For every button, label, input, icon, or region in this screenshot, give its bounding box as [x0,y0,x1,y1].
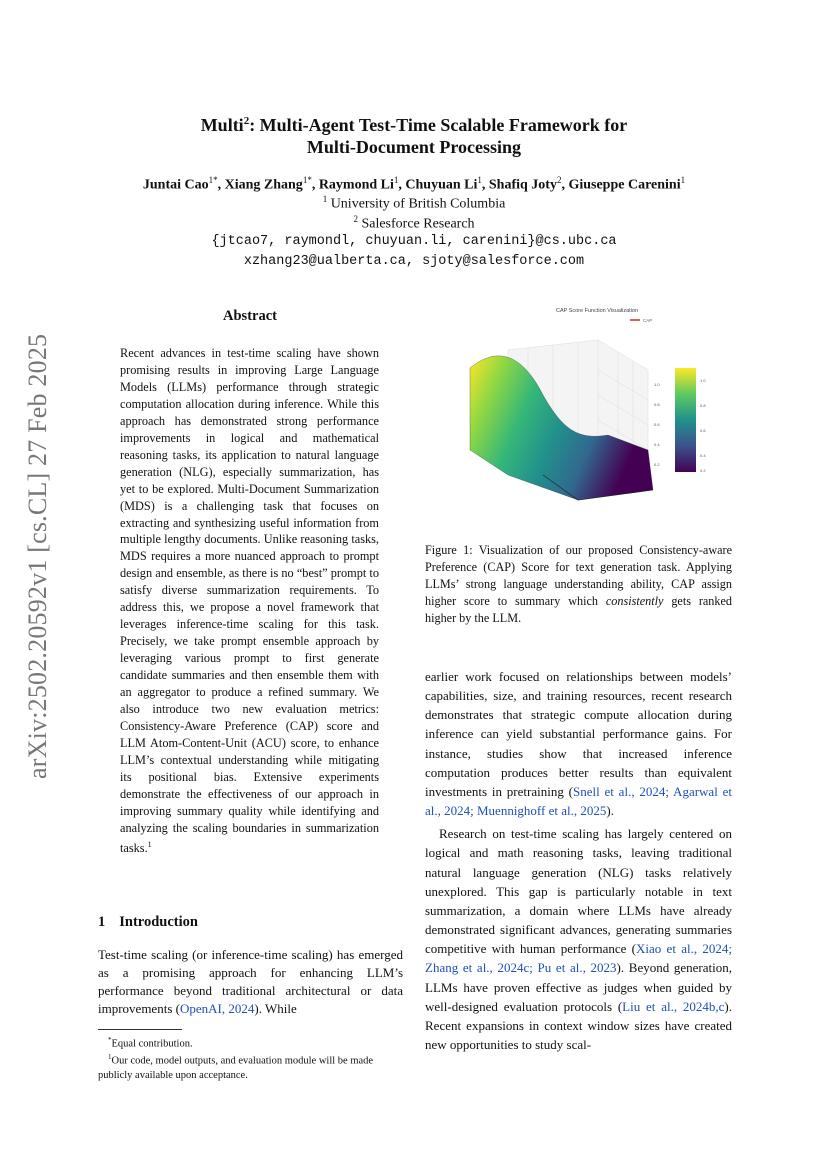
cap-surface-plot [468,300,718,525]
svg-text:0.2: 0.2 [700,468,706,473]
title-superscript: 2 [243,115,250,127]
footnote-mark: * [108,1036,112,1044]
paragraph-text: Research on test-time scaling has largely centered on logical and math reasoning tasks, leaving traditional natural language generation (NLG) tasks relatively unexplored. This gap is particularly notable in text summarization, a domain where LLMs have already demonstrated significant advances, generating summaries competitive with human performance ( [425,826,732,957]
footnote-text: Our code, model outputs, and evaluation module will be made publicly available upon acceptance. [98,1055,374,1081]
figure-caption [425,542,732,627]
intro-text-end: ). While [254,1001,297,1017]
colorbar-ticks [700,378,706,473]
svg-text:1.0: 1.0 [700,378,706,383]
paper-title [0,110,828,158]
colorbar [675,368,696,472]
section-heading [98,914,198,931]
affiliation-mark: 1 [322,194,328,204]
intro-text: Test-time scaling (or inference-time scaling) has emerged as a promising approach for enhancing LLM’s performance beyond traditional architectural or data improvements ( [98,947,403,1017]
footnote-rule [98,1029,182,1030]
caption-emphasis: consistently [605,594,664,608]
footnote-1 [98,1034,404,1051]
caption-text: Figure 1: Visualization of our proposed Consistency-aware Preference (CAP) Score for text generation task. Applying LLMs’ strong language understanding ability, CAP assign higher score to summary which [425,543,732,608]
abstract-body [120,345,379,857]
affiliation-1 [0,194,828,213]
author-mark: 2 [556,175,562,185]
affiliation-mark: 2 [353,214,358,224]
svg-text:0.6: 0.6 [654,422,660,427]
citation-link[interactable]: Snell et al., 2024; Agarwal et al., 2024; Muennighoff et al., 2025 [425,783,732,819]
paragraph-text-end: ). [606,803,614,819]
paragraph [425,667,732,820]
affiliation-name: Salesforce Research [361,216,475,232]
arxiv-identifier: arXiv:2502.20592v1 [cs.CL] 27 Feb 2025 [23,333,52,779]
introduction-paragraph [98,946,403,1018]
caption-text-end: gets ranked higher by the LLM. [425,594,732,625]
footnotes [98,1034,404,1082]
author: Shafiq Joty [488,177,557,193]
emails-line2: xzhang23@ualberta.ca, sjoty@salesforce.com [243,254,585,269]
svg-text:1.0: 1.0 [654,382,660,387]
author-mark: 1* [302,175,312,185]
footnote-mark: 1 [108,1053,112,1062]
svg-text:0.2: 0.2 [654,462,660,467]
author: Giuseppe Carenini [568,177,681,193]
abstract-footnote-mark: 1 [147,839,152,849]
figure-1 [468,300,718,525]
abstract-heading: Abstract [223,308,277,324]
footnote-text: Equal contribution. [111,1038,193,1050]
title-line1-post: : Multi-Agent Test-Time Scalable Framework for [249,115,628,135]
paragraph-text: earlier work focused on relationships between models’ capabilities, size, and training resources, recent research demonstrates that strategic compute allocation during inference can yield substantial performance gains. For instance, studies show that increased inference computation produces better results than equivalent investments in pretraining ( [425,669,732,799]
affiliation-name: University of British Columbia [330,196,506,212]
footnote-2 [98,1051,404,1082]
figure-title: CAP Score Function Visualization [556,308,639,314]
title-line1-pre: Multi [200,115,244,135]
legend-label: CAP [643,318,653,323]
emails-line1: {jtcao7, raymondl, chuyuan.li, carenini}@cs.ubc.ca [211,234,617,249]
section-title: Introduction [119,914,198,930]
author-mark: 1* [208,175,218,185]
citation-link[interactable]: Liu et al., 2024b,c [622,998,725,1014]
citation-link[interactable]: Xiao et al., 2024; Zhang et al., 2024c; Pu et al., 2023 [425,941,732,976]
author-mark: 1 [680,175,686,185]
author-list: Juntai Cao$^{1*}$, Xiang Zhang$^{1*}$, Raymond Li$^1$, Chuyuan Li$^1$, Shafiq Joty$^2$, Giuseppe Carenini$^1$ [142,175,686,193]
paragraph-text-end: ). Recent expansions in context window sizes have created new opportunities to study scal- [425,998,732,1052]
svg-text:0.8: 0.8 [700,403,706,408]
author: Juntai Cao [142,177,209,193]
right-column-body [425,667,732,1054]
svg-text:0.8: 0.8 [654,402,660,407]
affiliation-2 [0,214,828,233]
author-mark: 1 [477,175,482,185]
svg-text:0.4: 0.4 [700,453,706,458]
author-mark: 1 [393,175,399,185]
z-axis-ticks [654,382,660,467]
citation-link[interactable]: OpenAI, 2024 [179,1001,255,1017]
svg-text:0.4: 0.4 [654,442,660,447]
section-number: 1 [98,914,106,930]
paragraph-text-mid: ). Beyond generation, LLMs have proven effective as judges when guided by well-designed evaluation protocols ( [425,960,732,1014]
author: Chuyuan Li [405,177,478,193]
author: Xiang Zhang [224,177,303,193]
author: Raymond Li [318,177,394,193]
title-line2: Multi-Document Processing [306,137,522,157]
abstract-text: Recent advances in test-time scaling have shown promising results in improving Large Language Models (LLMs) performance through strategic computation allocation during inference. While this approach has demonstrated strong performance improvements in logical and mathematical reasoning tasks, its application to natural language generation (NLG), especially summarization, has yet to be explored. Multi-Document Summarization (MDS) is a challenging task that focuses on extracting and synthesizing useful information from multiple lengthy documents. Unlike reasoning tasks, MDS requires a more nuanced approach to prompt design and ensemble, as there is no “best” prompt to satisfy diverse summarization requirements. To address this, we propose a novel framework that leverages inference-time scaling for this task. Precisely, we take prompt ensemble approach by leveraging various prompt to first generate candidate summaries and then ensemble them with an aggregator to produce a refined summary. We also introduce two new evaluation metrics: Consistency-Aware Preference (CAP) score and LLM Atom-Content-Unit (ACU) score, to enhance LLM’s contextual understanding while mitigating its positional bias. Extensive experiments demonstrate the effectiveness of our approach in improving summary quality while identifying and analyzing the scaling boundaries in summarization tasks. [120,346,379,855]
paragraph [425,824,732,1054]
svg-text:0.6: 0.6 [700,428,706,433]
